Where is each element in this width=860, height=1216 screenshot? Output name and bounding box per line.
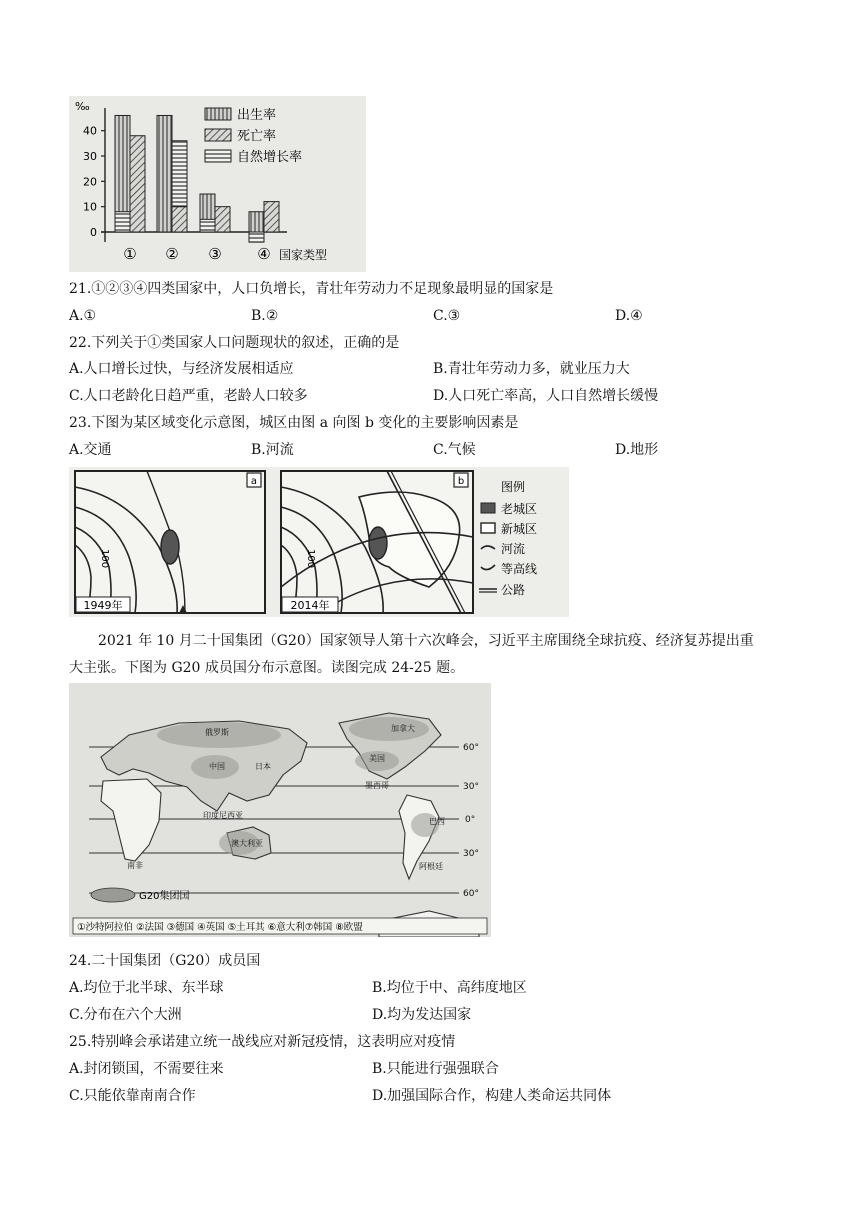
panel-b-letter: b <box>457 476 465 487</box>
label-indonesia: 印度尼西亚 <box>203 811 243 820</box>
y-tick-label: 30 <box>83 150 97 163</box>
q25-option-d: D.加强国际合作，构建人类命运共同体 <box>372 1088 612 1104</box>
q21-option-a: A.① <box>69 308 97 324</box>
bar-death-rate <box>215 207 230 232</box>
label-mexico: 墨西哥 <box>365 781 389 790</box>
panel-a <box>75 471 265 613</box>
bar-natural-growth-rate <box>249 232 264 242</box>
legend-new-city: 新城区 <box>501 522 538 536</box>
bar-death-rate <box>172 207 187 232</box>
legend-contour: 等高线 <box>501 562 538 576</box>
bar-natural-growth-rate <box>115 212 130 232</box>
chart-svg <box>69 96 366 272</box>
passage-line-1: 2021 年 10 月二十国集团（G20）国家领导人第十六次峰会，习近平主席围绕全球抗疫、经济复苏提出重 <box>98 633 754 649</box>
category-label: ③ <box>208 245 222 263</box>
figure2-legend <box>479 479 537 597</box>
q24-stem: 24.二十国集团（G20）成员国 <box>69 953 261 969</box>
category-label: ④ <box>257 245 271 263</box>
chart-legend <box>205 107 302 165</box>
q21-stem: 21.①②③④四类国家中，人口负增长，青壮年劳动力不足现象最明显的国家是 <box>69 281 554 297</box>
q25-option-c: C.只能依靠南南合作 <box>69 1088 196 1104</box>
y-tick-label: 10 <box>83 200 97 214</box>
chart-labels <box>75 100 327 263</box>
bar-birth-rate <box>249 212 264 232</box>
lat-label-60n: 60° <box>463 743 479 753</box>
g20-legend-label: G20集团国 <box>139 891 190 902</box>
q24-option-c: C.分布在六个大洲 <box>69 1007 182 1023</box>
label-argentina: 阿根廷 <box>419 862 443 871</box>
x-axis-label: 国家类型 <box>279 248 328 262</box>
q25-stem: 25.特别峰会承诺建立统一战线应对新冠疫情，这表明应对疫情 <box>69 1034 456 1050</box>
g20-legend-swatch <box>91 888 135 902</box>
legend-swatch <box>205 108 231 120</box>
q24-option-b: B.均位于中、高纬度地区 <box>372 980 527 996</box>
bar-death-rate <box>264 202 279 232</box>
q23-option-b: B.河流 <box>251 442 294 458</box>
urban-change-figure <box>69 467 569 617</box>
lat-label-0: 0° <box>465 815 476 825</box>
q23-stem: 23.下图为某区域变化示意图，城区由图 a 向图 b 变化的主要影响因素是 <box>69 415 519 431</box>
q22-option-a: A.人口增长过快，与经济发展相适应 <box>69 361 294 377</box>
y-tick-label: 20 <box>83 175 97 189</box>
label-south-africa: 南非 <box>127 861 143 870</box>
label-russia: 俄罗斯 <box>205 728 229 737</box>
map-footnote: ①沙特阿拉伯 ②法国 ③德国 ④英国 ⑤土耳其 ⑥意大利⑦韩国 ⑧欧盟 <box>77 922 363 933</box>
category-label: ② <box>165 245 179 263</box>
q21-option-b: B.② <box>251 308 279 324</box>
lat-label-30n: 30° <box>463 782 479 792</box>
panel-b-year: 2014年 <box>290 599 330 612</box>
bar-death-rate <box>130 136 145 232</box>
label-canada: 加拿大 <box>391 724 415 733</box>
contour-label-b: 100 <box>305 549 316 569</box>
lat-label-60s: 60° <box>463 889 479 899</box>
bar-natural-growth-rate <box>200 219 215 232</box>
y-tick-label: 40 <box>83 124 97 138</box>
q24-option-d: D.均为发达国家 <box>372 1007 472 1023</box>
contour-label-a: 100 <box>99 549 110 569</box>
q24-option-a: A.均位于北半球、东半球 <box>69 980 224 996</box>
birth-death-rate-chart <box>69 96 366 272</box>
y-tick-label: 0 <box>90 226 97 239</box>
legend-old-city: 老城区 <box>501 502 538 516</box>
y-axis-unit: ‰ <box>75 100 90 113</box>
legend-swatch <box>205 129 231 141</box>
q25-option-b: B.只能进行强强联合 <box>372 1061 499 1077</box>
bar-natural-growth-rate <box>172 141 187 207</box>
q22-stem: 22.下列关于①类国家人口问题现状的叙述，正确的是 <box>69 335 400 351</box>
legend-road: 公路 <box>501 583 526 597</box>
panel-a-letter: a <box>250 476 258 487</box>
q23-option-c: C.气候 <box>433 442 476 458</box>
lat-label-30s: 30° <box>463 849 479 859</box>
label-australia: 澳大利亚 <box>231 839 263 848</box>
q22-option-b: B.青壮年劳动力多，就业压力大 <box>433 361 630 377</box>
q22-option-d: D.人口死亡率高，人口自然增长缓慢 <box>433 388 659 404</box>
q23-option-d: D.地形 <box>615 442 659 458</box>
panel-b <box>281 471 473 613</box>
label-brazil: 巴西 <box>429 817 445 826</box>
bar-birth-rate <box>157 115 172 232</box>
q21-option-d: D.④ <box>615 308 643 324</box>
q25-option-a: A.封闭锁国，不需要往来 <box>69 1061 224 1077</box>
legend-label: 死亡率 <box>237 129 277 144</box>
legend-label: 出生率 <box>237 108 277 123</box>
q23-option-a: A.交通 <box>69 442 112 458</box>
q21-option-c: C.③ <box>433 308 461 324</box>
label-china: 中国 <box>209 762 225 771</box>
panel-a-year: 1949年 <box>83 599 123 612</box>
label-usa: 美国 <box>369 754 385 763</box>
label-japan: 日本 <box>255 762 271 771</box>
q22-option-c: C.人口老龄化日趋严重，老龄人口较多 <box>69 388 308 404</box>
category-label: ① <box>123 245 137 263</box>
legend-swatch <box>205 150 231 162</box>
legend-river: 河流 <box>501 542 526 556</box>
g20-world-map <box>69 683 491 937</box>
legend-label: 自然增长率 <box>237 150 303 165</box>
legend-title: 图例 <box>501 480 526 494</box>
passage-line-2: 大主张。下图为 G20 成员国分布示意图。读图完成 24-25 题。 <box>69 660 465 676</box>
